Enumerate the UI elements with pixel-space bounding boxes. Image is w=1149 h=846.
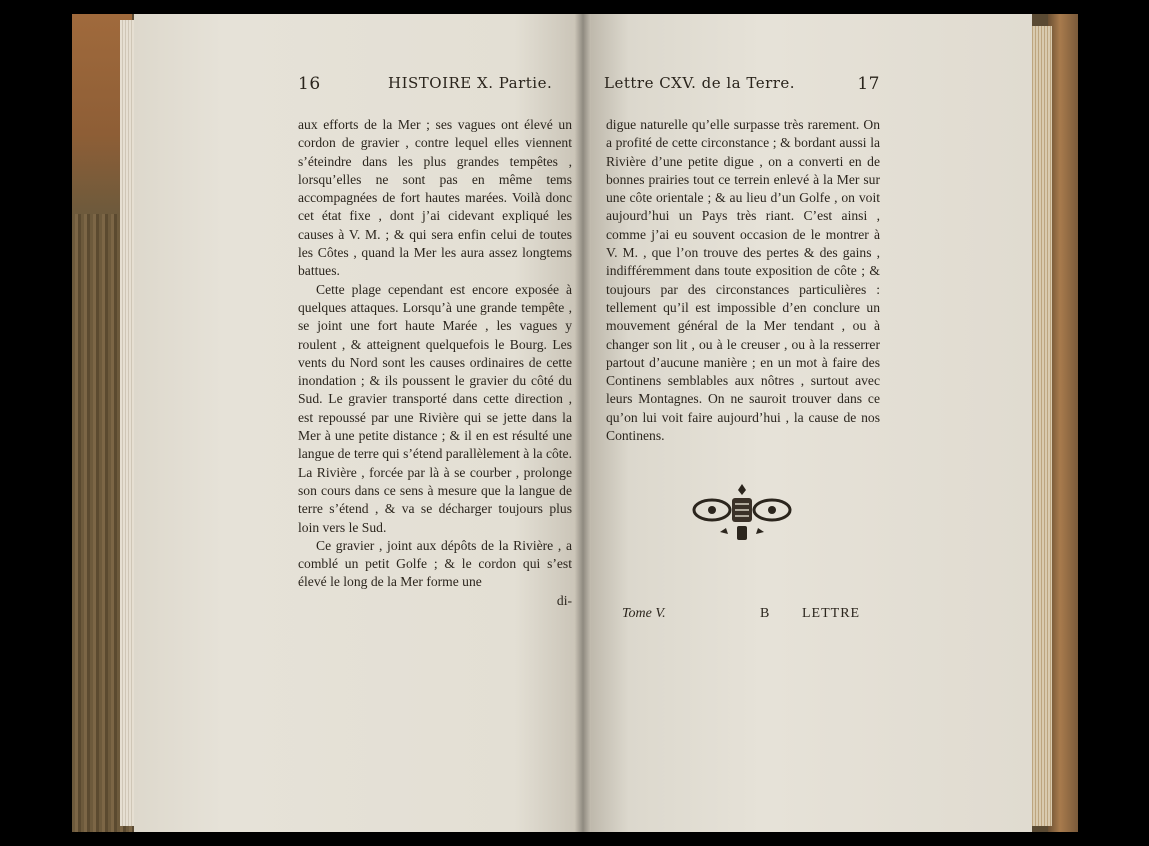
footer-catchword: LETTRE: [802, 606, 861, 621]
left-running-head: [298, 74, 576, 94]
left-paragraph-2: Cette plage cependant est encore exposée à quelques attaques. Lorsqu’à une grande tempête , se joint une fort haute Marée , les vagues y roulent , & atteignent quelquefois le Bourg. Les vents du Nord sont les causes ordinaires de cette inondation ; & ils poussent le gravier du côté du Sud. Le gravier transporté dans cette direction , est repoussé par une Rivière qui se jette dans la Mer à une petite distance ; & il en est résulté une langue de terre qui s’étend parallèlement à la côte. La Rivière , forcée par là à se courber , prolonge son cours dans ce sens à mesure que la langue de terre s’étend , & va se décharger toujours plus loin vers le Sud.: [298, 281, 572, 535]
left-paragraph-3: Ce gravier , joint aux dépôts de la Rivière , a comblé un petit Golfe ; & le cordon qui s’est élevé le long de la Mer forme une: [298, 537, 572, 590]
right-page-edges: [1030, 26, 1052, 826]
right-paragraph: digue naturelle qu’elle surpasse très rarement. On a profité de cette circonstance ; & bordant aussi la Rivière d’une petite digue , on a converti en de bonnes prairies tout ce terrein enlevé à la Mer sur une côte orientale ; & au lieu d’un Golfe , on voit aujourd’hui un Pays très riant. C’est ainsi , comme j’ai eu souvent occasion de le montrer à V. M. , que l’on trouve des pertes & des gains , indifféremment dans toute exposition de côte ; & toujours par des circonstances particulières : tellement qu’il est impossible d’en conclure un mouvement général de la Mer tendant , ou à changer son lit , ou à le creuser , ou à la resserrer partout d’aucune manière ; en un mot à faire des Continens semblables aux nôtres , surtout avec leurs Montagnes. On ne sauroit trouver dans ce qu’on lui voit faire aujourd’hui , la cause de nos Continens.: [606, 117, 880, 444]
right-folio: 17: [857, 74, 880, 94]
right-head-title: Lettre CXV. de la Terre.: [604, 74, 796, 92]
left-paragraph-1: aux efforts de la Mer ; ses vagues ont élevé un cordon de gravier , contre lequel elles viennent s’éteindre dans les plus grandes tempêtes , lorsqu’elles ne sont pas en même tems accompagnées de fort hautes marées. Voilà donc cet état fixe , dont j’ai cidevant expliqué les causes à V. M. ; & qui sera enfin celui de toutes les Côtes , quand la Mer les aura assez longtems battues.: [298, 117, 572, 279]
footer-signature: B: [760, 606, 770, 621]
open-book: [72, 14, 1078, 832]
footer-tome: Tome V.: [622, 606, 666, 621]
left-head-title: HISTOIRE X. Partie.: [388, 74, 553, 92]
left-catchword: di-: [556, 592, 572, 608]
left-folio: 16: [298, 74, 321, 94]
left-page-text: [298, 116, 572, 610]
right-cover: [1048, 14, 1078, 832]
right-running-head: [604, 74, 880, 92]
right-page-text: [606, 116, 880, 445]
book-gutter: [575, 14, 591, 832]
ornament-icon: [690, 480, 794, 550]
